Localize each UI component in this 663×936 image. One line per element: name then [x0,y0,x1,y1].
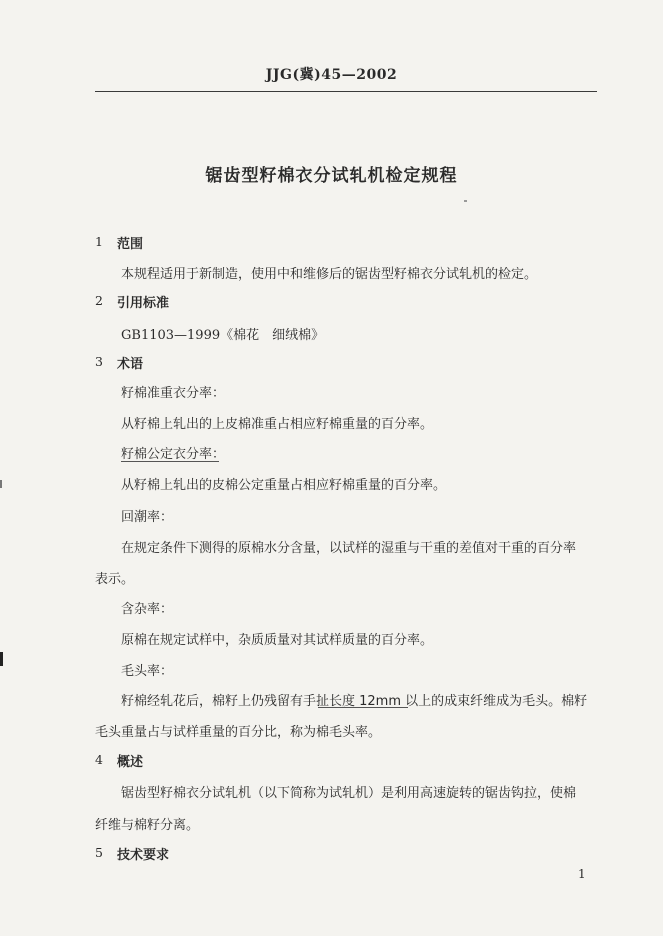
section-3-title: 术语 [117,357,144,372]
term-4-definition: 原棉在规定试样中，杂质质量对其试样质量的百分率。 [121,633,434,648]
header-rule [95,91,597,92]
handwritten-underline [121,461,219,462]
term-1-name: 籽棉准重衣分率： [121,386,226,401]
term-3-definition-line-1: 在规定条件下测得的原棉水分含量，以试样的湿重与干重的差值对干重的百分率 [121,541,577,556]
overview-line-2: 纤维与棉籽分离。 [95,818,200,833]
term-5-definition-line-1: 籽棉经轧花后，棉籽上仍残留有手扯长度 12mm 以上的成束纤维成为毛头。棉籽 [121,694,588,709]
section-1-title: 范围 [117,237,144,252]
reference-text: GB1103—1999《棉花 细绒棉》 [121,328,325,343]
term-2-definition: 从籽棉上轧出的皮棉公定重量占相应籽棉重量的百分率。 [121,478,447,493]
section-4-number: 4 [95,752,103,767]
speck [464,200,467,202]
term-3-definition-line-2: 表示。 [95,572,135,587]
scan-edge-mark [0,652,3,666]
document-title: 锯齿型籽棉衣分试轧机检定规程 [205,166,458,186]
section-4-title: 概述 [117,755,144,770]
section-3-number: 3 [95,354,103,369]
section-1-number: 1 [95,234,103,249]
section-2-number: 2 [95,293,103,308]
overview-line-1: 锯齿型籽棉衣分试轧机（以下简称为试轧机）是利用高速旋转的锯齿钩拉，使棉 [121,786,577,801]
term-4-name: 含杂率： [121,602,174,617]
section-5-title: 技术要求 [117,848,170,863]
term-1-definition: 从籽棉上轧出的上皮棉准重占相应籽棉重量的百分率。 [121,417,434,432]
term-5-definition-line-2: 毛头重量占与试样重量的百分比，称为棉毛头率。 [95,725,382,740]
standard-code: JJG(冀)45—2002 [265,67,398,83]
term-2-name: 籽棉公定衣分率： [121,447,226,462]
term-3-name: 回潮率： [121,510,174,525]
section-5-number: 5 [95,845,103,860]
scope-text: 本规程适用于新制造，使用中和维修后的锯齿型籽棉衣分试轧机的检定。 [121,267,538,282]
term-5-name: 毛头率： [121,664,174,679]
handwritten-underline-2 [318,707,408,708]
scan-edge-mark-2 [0,480,2,488]
page-number: 1 [578,867,586,881]
section-2-title: 引用标准 [117,296,170,311]
